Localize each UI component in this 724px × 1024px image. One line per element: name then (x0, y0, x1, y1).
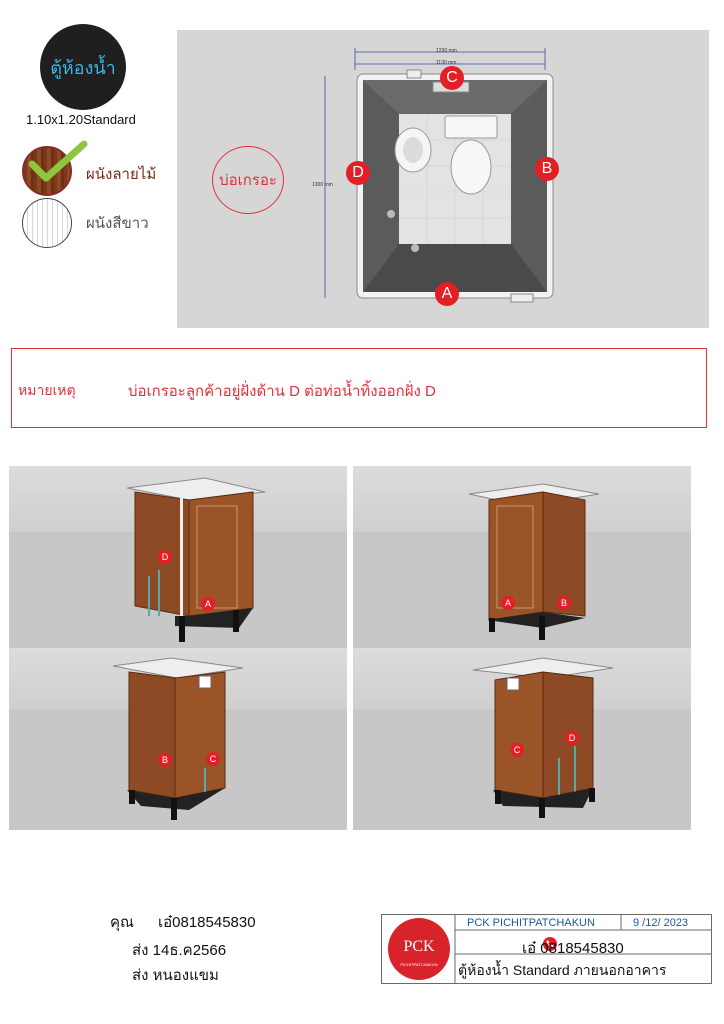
side-marker-a: A (435, 282, 459, 306)
view3-cabin (9, 648, 347, 830)
title-phone (522, 936, 624, 960)
dim-inner-width: 1130 mm (436, 60, 457, 66)
dim-outer-width: 1230 mm (436, 48, 457, 54)
view4-marker-c: C (510, 743, 524, 757)
view3-marker-c: C (206, 752, 220, 766)
view3-marker-b: B (158, 753, 172, 767)
wall-option-wood-label[interactable]: ผนังลายไม้ (86, 166, 157, 183)
view2-marker-a: A (501, 596, 515, 610)
delivery-location: ส่ง หนองแขม (132, 967, 219, 984)
badge-title: ตู้ห้องน้ำ (50, 57, 116, 79)
view2-cabin (353, 466, 691, 648)
side-marker-d: D (346, 161, 370, 185)
product-name: ตู้ห้องน้ำ Standard ภายนอกอาคาร (458, 962, 667, 978)
company-logo (388, 918, 450, 980)
wall-option-white-label[interactable]: ผนังสีขาว (86, 215, 149, 232)
view1-marker-a: A (201, 597, 215, 611)
logo-text: PCK (403, 938, 435, 955)
customer-prefix: คุณ (110, 914, 134, 931)
side-marker-c: C (440, 66, 464, 90)
view4-marker-d: D (565, 731, 579, 745)
view4-cabin (353, 648, 691, 830)
view1-marker-d: D (158, 550, 172, 564)
size-label: 1.10x1.20Standard (26, 112, 136, 127)
product-badge (40, 24, 126, 110)
checkmark-icon (28, 140, 88, 184)
note-label: หมายเหตุ (18, 382, 76, 398)
title-phone-text: เอ๋ 0818545830 (522, 940, 624, 957)
logo-subtext: PICHITPATCHAKUN (400, 962, 438, 967)
company-name: PCK PICHITPATCHAKUN (467, 917, 595, 929)
note-text: บ่อเกรอะลูกค้าอยู่ฝั่งด้าน D ต่อท่อน้ำทิ้งออกฝั่ง D (128, 383, 436, 400)
side-marker-b: B (535, 157, 559, 181)
septic-pit-label: บ่อเกรอะ (219, 172, 277, 189)
view1-cabin (9, 466, 347, 648)
drawing-date: 9 /12/ 2023 (633, 917, 689, 929)
view2-marker-b: B (557, 596, 571, 610)
customer-name: เอ๋0818545830 (158, 914, 256, 931)
white-swatch-icon[interactable] (22, 198, 72, 248)
delivery-date: ส่ง 14ธ.ค2566 (132, 942, 227, 959)
dim-depth: 1300 mm (312, 182, 333, 188)
